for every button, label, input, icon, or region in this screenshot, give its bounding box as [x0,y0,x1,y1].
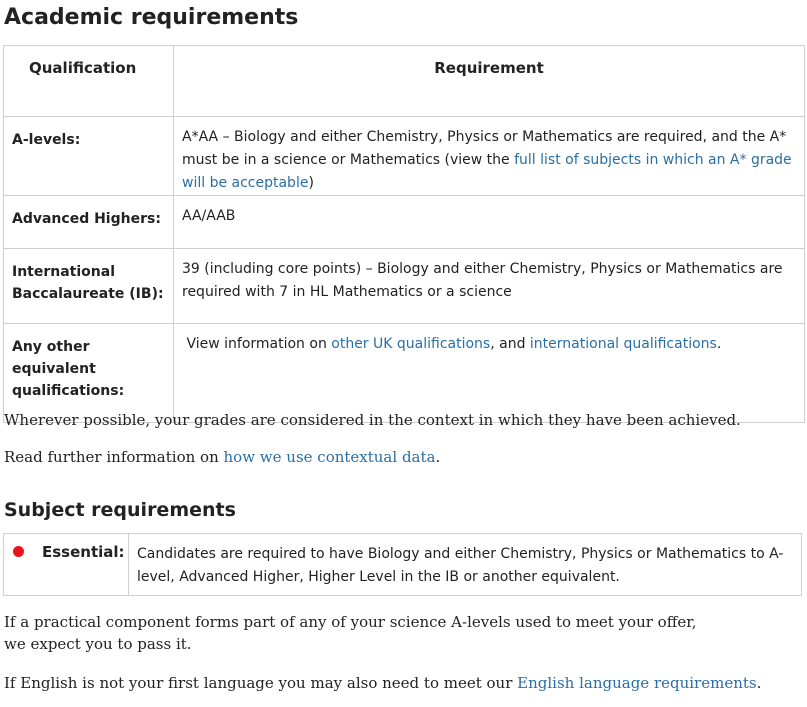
qualification-cell: Any other equivalent qualifications: [4,324,174,423]
qualification-cell: A-levels: [4,117,174,196]
table-row [4,249,805,324]
astar-subjects-link[interactable]: full list of subjects in which an A* grade will be acceptable [182,152,792,191]
essential-label-cell [4,534,129,595]
subject-requirements-heading: Subject requirements [4,499,236,521]
english-text: If English is not your first language you may also need to meet our [4,674,518,692]
essential-text: Candidates are required to have Biology and either Chemistry, Physics or Mathematics to A-level, Advanced Higher, Higher Level in the IB or another equivalent. [137,546,784,585]
english-text-end: . [756,674,762,692]
requirement-text-mid: , and [490,336,530,352]
contextual-data-text: Read further information on [4,448,224,466]
table-row [4,117,805,196]
essential-dot-icon [13,546,24,557]
column-header-requirement: Requirement [174,46,805,117]
table-header-row [4,46,805,117]
requirement-cell [174,324,805,423]
table-row [4,196,805,249]
practical-component-paragraph: If a practical component forms part of any of your science A-levels used to meet your offer, we expect you to pass it. [4,613,697,653]
requirement-cell: 39 (including core points) – Biology and either Chemistry, Physics or Mathematics are required with 7 in HL Mathematics or a science [174,249,805,324]
requirement-cell [174,117,805,196]
qualification-cell: International Baccalaureate (IB): [4,249,174,324]
international-qualifications-link[interactable]: international qualifications [529,336,717,352]
context-paragraph: Wherever possible, your grades are considered in the context in which they have been achieved. [4,411,741,429]
column-header-qualification: Qualification [4,46,174,117]
uk-qualifications-link[interactable]: other UK qualifications [331,336,491,352]
essential-label: Essential: [42,543,125,561]
contextual-data-paragraph [4,446,440,468]
qualification-cell: Advanced Highers: [4,196,174,249]
academic-requirements-heading: Academic requirements [4,5,299,30]
english-language-paragraph [4,672,761,694]
contextual-data-link[interactable]: how we use contextual data [223,448,436,466]
requirement-text-end: . [716,336,722,352]
table-row [4,324,805,423]
contextual-data-end: . [435,448,441,466]
requirement-cell: AA/AAB [174,196,805,249]
requirement-text-end: ) [308,175,314,191]
essential-requirement-box [3,533,802,596]
requirement-text: View information on [182,336,332,352]
requirement-text: A*AA – Biology and either Chemistry, Physics or Mathematics are required, and the A* must be in a science or Mathematics (view the [182,129,787,168]
academic-requirements-table [3,45,805,423]
english-requirements-link[interactable]: English language requirements [517,674,757,692]
